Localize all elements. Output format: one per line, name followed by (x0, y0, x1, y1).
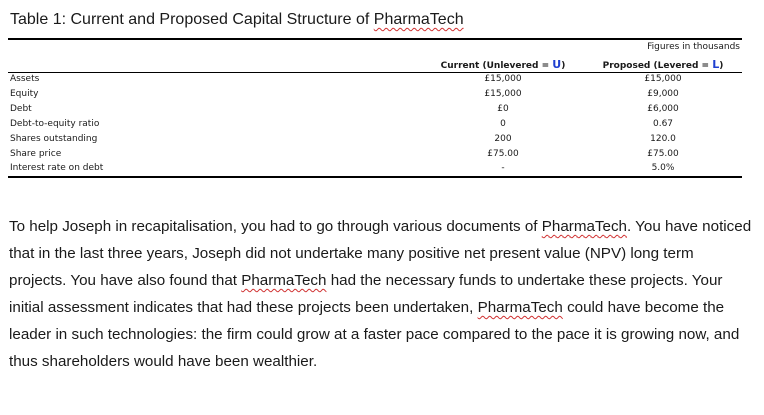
row-current-value: 0 (500, 119, 506, 129)
table-bottom-rule (8, 176, 742, 178)
row-proposed-value: 120.0 (650, 134, 676, 144)
table-row-share-price (8, 149, 742, 163)
row-label: Debt-to-equity ratio (10, 119, 100, 129)
row-label: Debt (10, 104, 32, 114)
column-header-proposed-suffix: ) (719, 61, 724, 71)
column-header-current-prefix: Current (Unlevered = (440, 61, 553, 71)
table-title-company: PharmaTech (373, 11, 464, 28)
column-header-proposed-letter: L (712, 58, 720, 71)
table-row-debt (8, 104, 742, 118)
paragraph-text-1: To help Joseph in recapitalisation, you had to go through various documents of (9, 218, 542, 235)
paragraph-text-2: . You have noticed that in the last three years, Joseph did not undertake many positive net present value (NPV) long term projects. You have also found that (9, 218, 752, 289)
column-header-current-suffix: ) (561, 61, 566, 71)
row-proposed-value: £9,000 (647, 89, 679, 99)
row-current-value: £15,000 (484, 74, 522, 84)
table-row-debt-to-equity (8, 119, 742, 133)
capital-structure-table (8, 38, 742, 178)
table-header-rule (8, 72, 742, 73)
row-label: Interest rate on debt (10, 163, 104, 173)
figures-note: Figures in thousands (647, 42, 740, 52)
paragraph-text-4: could have become the leader in such technologies: the firm could grow at a faster pace compared to the pace it is growing now, and thus shareholders would have been wealthier. (9, 299, 740, 370)
paragraph-text-3: had the necessary funds to undertake these projects. Your initial assessment indicates that had these projects been undertaken, (9, 272, 723, 316)
paragraph-company-1: PharmaTech (541, 218, 628, 235)
table-top-rule (8, 38, 742, 40)
row-current-value: - (501, 163, 505, 173)
column-header-proposed (603, 58, 724, 71)
table-row-equity (8, 89, 742, 103)
row-proposed-value: £15,000 (644, 74, 682, 84)
row-label: Equity (10, 89, 39, 99)
table-title (10, 10, 464, 30)
column-header-current (441, 58, 566, 71)
row-label: Assets (10, 74, 40, 84)
paragraph-company-3: PharmaTech (477, 299, 563, 316)
row-current-value: £0 (497, 104, 509, 114)
column-header-current-letter: U (552, 58, 562, 71)
row-proposed-value: £75.00 (647, 149, 679, 159)
column-header-proposed-prefix: Proposed (Levered = (602, 61, 713, 71)
row-current-value: £75.00 (487, 149, 519, 159)
row-proposed-value: 0.67 (652, 119, 674, 129)
table-row-interest-rate (8, 163, 742, 177)
row-proposed-value: £6,000 (647, 104, 679, 114)
row-current-value: 200 (494, 134, 512, 144)
row-proposed-value: 5.0% (651, 163, 675, 173)
table-title-prefix: Table 1: Current and Proposed Capital Structure of (10, 11, 374, 28)
row-label: Shares outstanding (10, 134, 98, 144)
row-label: Share price (10, 149, 62, 159)
paragraph-company-2: PharmaTech (241, 272, 327, 289)
body-paragraph (9, 213, 754, 375)
row-current-value: £15,000 (484, 89, 522, 99)
table-row-assets (8, 74, 742, 88)
table-row-shares-outstanding (8, 134, 742, 148)
